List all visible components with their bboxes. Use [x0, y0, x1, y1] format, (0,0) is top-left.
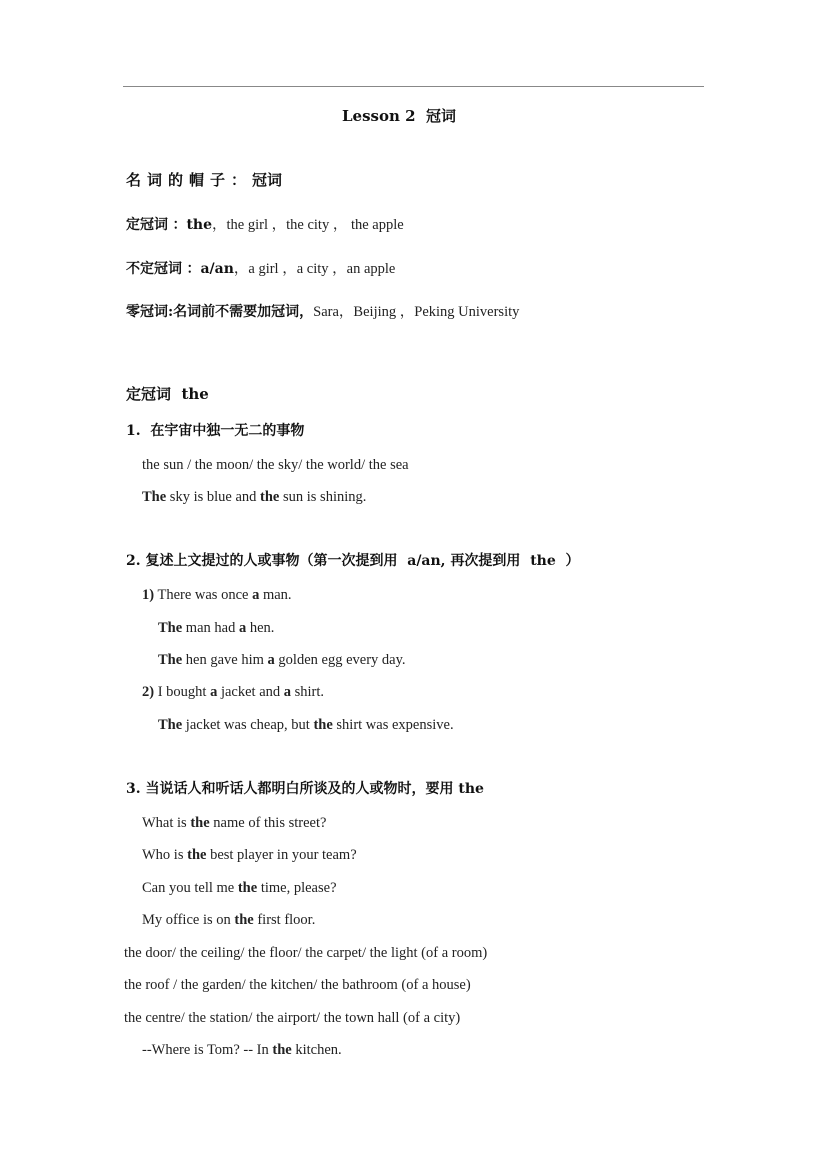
rule2-sentence-3: The hen gave him a golden egg every day.: [158, 652, 406, 668]
zero-article-line: 零冠词:名词前不需要加冠词，Sara，Beijing ，Peking University: [126, 304, 520, 320]
rule3-dialog: --Where is Tom? -- In the kitchen.: [142, 1042, 342, 1058]
section-heading: 定冠词 the: [126, 385, 209, 403]
rule3-question-1: What is the name of this street?: [142, 815, 327, 831]
header-rule: [123, 86, 704, 87]
rule2-sentence-1: 1) There was once a man.: [142, 587, 292, 603]
rule2-heading: 2. 复述上文提过的人或事物（第一次提到用 a/an, 再次提到用 the ）: [126, 553, 580, 569]
rule3-question-2: Who is the best player in your team?: [142, 847, 357, 863]
rule2-sentence-2: The man had a hen.: [158, 620, 275, 636]
rule1-list: the sun / the moon/ the sky/ the world/ the sea: [142, 457, 409, 473]
rule3-list-room: the door/ the ceiling/ the floor/ the carpet/ the light (of a room): [124, 945, 488, 961]
rule1-example: The sky is blue and the sun is shining.: [142, 489, 367, 505]
rule3-question-3: Can you tell me the time, please?: [142, 880, 337, 896]
intro-heading-value: 冠词: [252, 171, 283, 189]
rule3-question-4: My office is on the first floor.: [142, 912, 316, 928]
indefinite-line: 不定冠词 ：a/an，a girl ，a city ，an apple: [126, 261, 396, 277]
rule1-heading: 1. 在宇宙中独一无二的事物: [126, 423, 305, 439]
page-title: [342, 107, 456, 125]
rule2-sentence-5: The jacket was cheap, but the shirt was expensive.: [158, 717, 454, 733]
rule3-list-city: the centre/ the station/ the airport/ the town hall (of a city): [124, 1010, 461, 1026]
rule2-sentence-4: 2) I bought a jacket and a shirt.: [142, 684, 325, 700]
definite-line: 定冠词 ：the，the girl ，the city ， the apple: [126, 217, 404, 233]
rule3-heading: 3. 当说话人和听话人都明白所谈及的人或物时，要用 the: [126, 781, 484, 797]
intro-heading: [126, 171, 282, 189]
rule3-list-house: the roof / the garden/ the kitchen/ the bathroom (of a house): [124, 977, 471, 993]
title-en: Lesson 2: [342, 107, 416, 125]
title-zh: 冠词: [426, 107, 457, 125]
intro-heading-label: 名词的帽子：: [126, 171, 253, 189]
